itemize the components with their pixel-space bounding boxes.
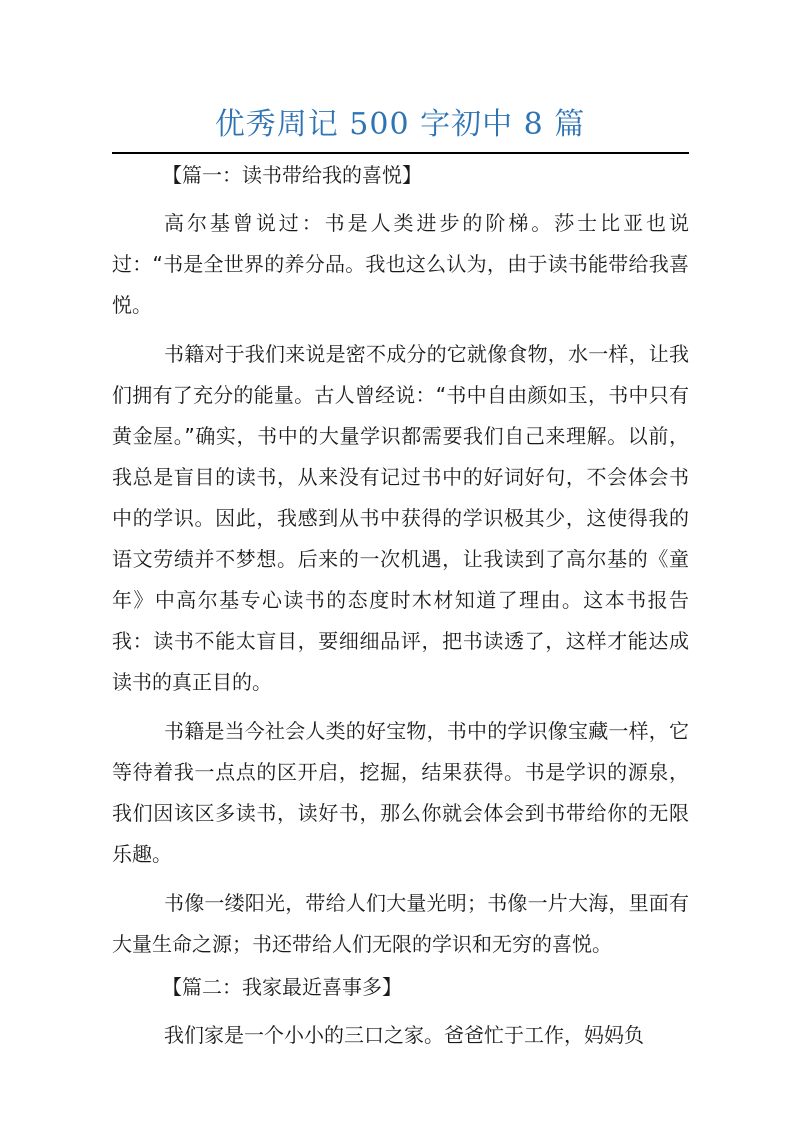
paragraph: 书籍是当今社会人类的好宝物，书中的学识像宝藏一样，它等待着我一点点的区开启，挖掘，结果获得。书是学识的源泉，我们因该区多读书，读好书，那么你就会体会到书带给你的无限乐趣。 [112,719,689,866]
document-title: 优秀周记 500 字初中 8 篇 [214,107,586,142]
document-body [112,153,689,1056]
section-heading-1: 【篇一：读书带给我的喜悦】 [162,163,422,187]
paragraph: 我们家是一个小小的三口之家。爸爸忙于工作，妈妈负 [164,1023,644,1047]
paragraph: 书像一缕阳光，带给人们大量光明；书像一片大海，里面有大量生命之源；书还带给人们无限的学识和无穷的喜悦。 [112,891,689,956]
section-heading-2: 【篇二：我家最近喜事多】 [162,975,402,999]
paragraph: 高尔基曾说过：书是人类进步的阶梯。莎士比亚也说过：“书是全世界的养分品。我也这么认为，由于读书能带给我喜悦。 [112,211,689,317]
paragraph: 书籍对于我们来说是密不成分的它就像食物，水一样，让我们拥有了充分的能量。古人曾经说：“书中自由颜如玉，书中只有黄金屋。”确实，书中的大量学识都需要我们自己来理解。以前，我总是盲目的读书，从来没有记过书中的好词好句，不会体会书中的学识。因此，我感到从书中获得的学识极其少，这使得我的语文劳绩并不梦想。后来的一次机遇，让我读到了高尔基的《童年》中高尔基专心读书的态度时木材知道了理由。这本书报告我：读书不能太盲目，要细细品评，把书读透了，这样才能达成读书的真正目的。 [112,342,689,694]
